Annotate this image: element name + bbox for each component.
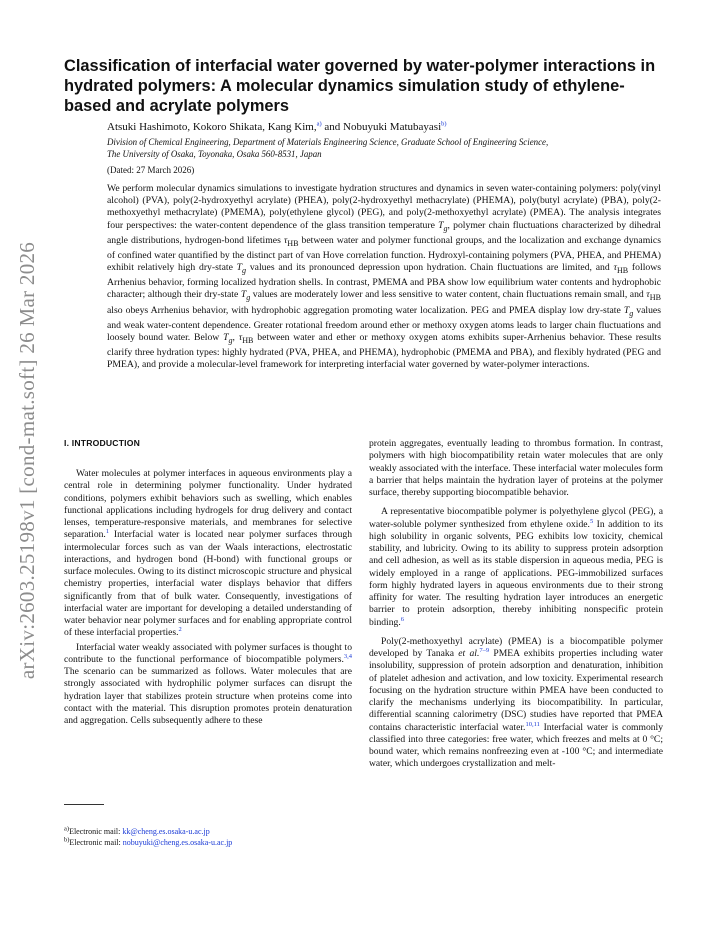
abstract-text: We perform molecular dynamics simulations to investigate hydration structures and dynamics in seven water-containing polymers: poly(vinyl alcohol) (PVA), poly(2-hydroxyethyl acrylate) (PHEA), poly(2-hydroxyethyl methacrylate) (PHEMA), poly(butyl acrylate) (PBA), poly(2-methoxyethyl methacrylate) (PMEMA), poly(ethylene glycol) (PEG), and poly(2-methoxyethyl acrylate) (PMEA). The analysis integrates four perspectives: the water-content dependence of the glass transition temperature [107,183,661,231]
citation-link[interactable]: 5 [589,517,594,525]
paragraph-text: A representative biocompatible polymer is polyethylene glycol (PEG), a water-soluble polymer synthesized from ethylene oxide. [369,506,663,530]
paper-title: Classification of interfacial water governed by water-polymer interactions in hydrated polymers: A molecular dynamics simulation study of ethylene-based and acrylate polymers [64,57,656,115]
footnote-b [64,837,364,848]
tg-subscript: g [228,335,233,345]
citation-link[interactable]: 7–9 [479,646,490,654]
tg-subscript: g [246,293,251,303]
arxiv-identifier-stamp [10,170,46,750]
paragraph [64,468,352,640]
abstract-text: , [232,331,239,343]
thb-subscript: HB [287,238,299,248]
footnote-b-label: Electronic mail: [69,838,123,847]
authors-part-2: and Nobuyuki Matubayasi [321,121,442,133]
tg-subscript: g [629,308,634,318]
paragraph-text: Interfacial water is located near polymer surfaces through intermolecular forces such as van der Waals interactions, electrostatic interactions, and hydrogen bond (H-bond) with functional groups or surface molecules. Owing to its distinct microscopic structure and physical chemistry properties, interfacial water displays behavior that differs significantly from that of bulk water. Consequently, investigations of interfacial water are important for developing a detailed understanding of water behavior near polymer surfaces and for enabling appropriate control of these interfacial properties. [64,529,352,639]
author-footnote-b-marker[interactable]: b) [441,120,447,128]
tg-symbol: T [438,219,444,231]
thb-symbol: τ [646,289,650,301]
citation-link[interactable]: 3,4 [343,652,352,660]
date-line: (Dated: 27 March 2026) [107,165,195,175]
affiliation-line-2: The University of Osaka, Toyonaka, Osaka 560-8531, Japan [107,148,322,159]
abstract-text: between water and ether or methoxy oxygen atoms exhibits super-Arrhenius behavior. These results clarify three hydration types: highly hydrated (PVA, PHEA, and PHEMA), hydrophobic (PMEMA and PBA), and flexibly hydrated (PEG and PMEA), and provide a molecular-level framework for interpreting interfacial water governed by water-polymer interactions. [107,331,661,371]
paragraph [64,642,352,728]
footnote-a-marker: a) [64,825,70,833]
tg-subscript: g [443,223,448,233]
email-link-a[interactable]: kk@cheng.es.osaka-u.ac.jp [122,827,210,836]
tg-symbol: T [240,289,247,301]
tg-symbol: T [223,331,229,343]
footnote-a [64,826,364,837]
abstract-text: between water and polymer functional groups, and the localization and exchange dynamics of confined water quantified by the distinct part of van Hove correlation function. Hydroxyl-containing polymers (PVA, PHEA, and PHEMA) exhibit relatively high dry-state [107,234,661,274]
citation-link[interactable]: 2 [178,626,182,634]
paragraph [369,506,663,629]
abstract [107,183,661,371]
footnote-b-marker: b) [64,836,70,844]
paragraph-text: PMEA exhibits properties including water insolubility, suppression of protein adsorption and denaturation, inhibition of platelet adhesion and activation, and low toxicity. Experimental research focusing on the hydration structure within PMEA have been conducted to clarify the mechanisms underlying its biocompatibility. In particular, differential scanning calorimetry (DSC) studies have reported that PMEA contains characteristic interfacial water. [369,648,663,733]
abstract-text: also obeys Arrhenius behavior, with hydrophobic aggregation promoting water localization. PEG and PMEA display low dry-state [107,304,624,316]
author-list [107,121,667,133]
affiliation [107,137,667,160]
abstract-text: values and its pronounced depression upon hydration. Chain fluctuations are limited, and [246,262,614,274]
paragraph-text: The scenario can be summarized as follows. Water molecules that are strongly associated with hydrophilic polymer surfaces can disrupt the hydration layer that stabilizes protein structure when proteins come into contact with the material. This disruption promotes protein denaturation and aggregation. Cells subsequently adhere to these [64,666,352,726]
section-heading-introduction: I. INTRODUCTION [64,438,141,448]
citation-link[interactable]: 10,11 [525,720,540,728]
abstract-text: values and weak water-content dependence. Greater rotational freedom around ether or methoxy oxygen atoms leads to larger chain fluctuations and loosely bound water. Below [107,304,661,343]
left-column [64,438,352,727]
tg-symbol: T [623,304,630,316]
thb-symbol: τ [613,262,617,274]
arxiv-identifier-text: arXiv:2603.25198v1 [cond-mat.soft] 26 Mar 2026 [15,241,40,679]
email-link-b[interactable]: nobuyuki@cheng.es.osaka-u.ac.jp [122,838,233,847]
tg-symbol: T [236,262,243,274]
abstract-text: follows Arrhenius behavior, forming localized hydration shells. In contrast, PMEMA and PBA show low equilibrium water contents and hydrophobic character; although their dry-state [107,262,661,301]
thb-subscript: HB [616,266,629,276]
paragraph [369,636,663,771]
paragraph: protein aggregates, eventually leading to thrombus formation. In contrast, polymers with high biocompatibility retain water molecules that are only weakly associated with the interface. These interfacial water molecules form a barrier that helps maintain the hydration layer of proteins at the polymer surface, thereby supporting biocompatible behavior. [369,438,663,498]
thb-symbol: τ [238,331,243,343]
paragraph-text: In addition to its high solubility in organic solvents, PEG exhibits low toxicity, chemical stability, and lubricity. Owing to its ability to suppress protein adsorption and cell adhesion, as well as its stable dispersion in aqueous media, PEG is widely employed in a range of applications. PEG-immobilized surfaces form highly hydrated layers in aqueous environments due to their strong affinity for water. The resulting hydration layer introduces an energetic barrier to protein adsorption, thereby inhibiting nonspecific protein binding. [369,518,663,628]
footnote-a-label: Electronic mail: [69,827,123,836]
abstract-text: , polymer chain fluctuations characterized by dihedral angle distributions, hydrogen-bond lifetimes [107,219,661,246]
paragraph-text: Interfacial water is commonly classified into three categories: free water, which freezes and melts at 0 °C; bound water, which remains nonfreezing even at -100 °C; and intermediate water, which undergoes crystallization and melt- [369,721,664,770]
paragraph-text: Water molecules at polymer interfaces in aqueous environments play a central role in determining polymer functionality. Under hydrated conditions, polymers exhibit behaviors such as swelling, which enables functional applications including hydrogels for drug delivery and contact lenses, temperature-responsive materials, and membranes for selective separation. [64,468,352,541]
affiliation-line-1: Division of Chemical Engineering, Department of Materials Engineering Science, Graduate School of Engineering Science, [107,137,549,147]
tg-subscript: g [242,266,247,276]
thb-symbol: τ [283,234,288,246]
footnote-divider [64,804,104,805]
right-column [369,438,663,771]
authors-part-1: Atsuki Hashimoto, Kokoro Shikata, Kang Kim, [107,121,317,133]
footnotes [64,826,364,848]
author-footnote-a-marker[interactable]: a) [316,120,322,128]
thb-subscript: HB [649,293,661,303]
citation-link[interactable]: 1 [105,528,110,536]
paragraph-text: Poly(2-methoxyethyl acrylate) (PMEA) is a biocompatible polymer developed by Tanaka [369,635,663,659]
et-al: et al. [458,648,480,659]
thb-subscript: HB [242,335,254,345]
citation-link[interactable]: 6 [400,615,404,623]
abstract-text: values are moderately lower and less sensitive to water content, chain fluctuations remain small, and [250,289,647,301]
paragraph-text: Interfacial water weakly associated with polymer surfaces is thought to contribute to the functional performance of biocompatible polymers. [64,641,352,665]
